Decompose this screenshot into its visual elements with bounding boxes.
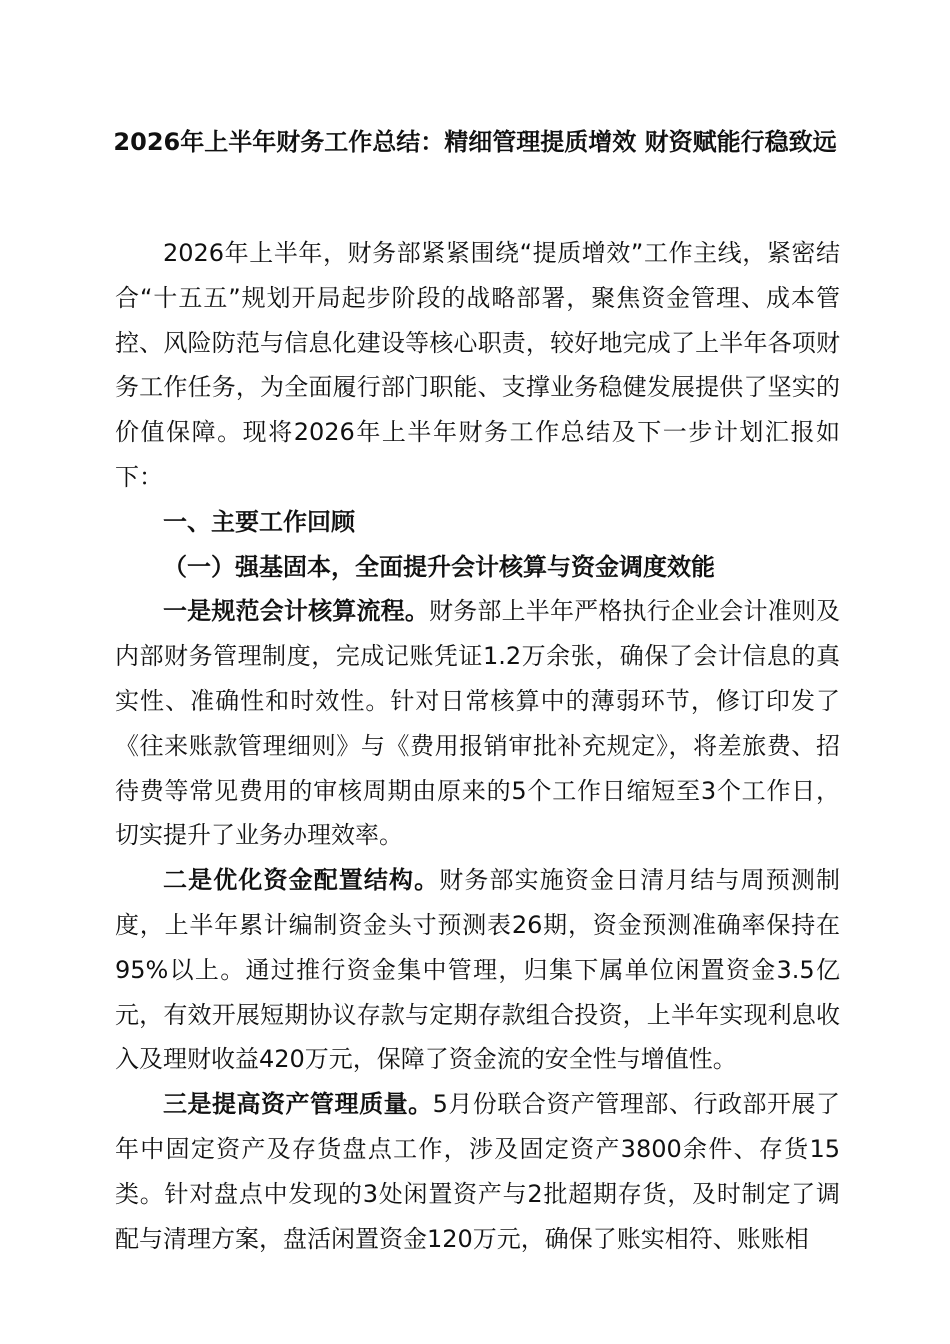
paragraph-text: 5月份联合资产管理部、行政部开展了年中固定资产及存货盘点工作，涉及固定资产3800余件、存货15类。针对盘点中发现的3处闲置资产与2批超期存货，及时制定了调配与清理方案，盘活闲置资金120万元，确保了账实相符、账账相	[115, 1090, 840, 1253]
document-title: 2026年上半年财务工作总结：精细管理提质增效 财资赋能行稳致远	[113, 128, 837, 156]
paragraph-text: 财务部实施资金日清月结与周预测制度，上半年累计编制资金头寸预测表26期，资金预测准确率保持在95%以上。通过推行资金集中管理，归集下属单位闲置资金3.5亿元，有效开展短期协议存款与定期存款组合投资，上半年实现利息收入及理财收益420万元，保障了资金流的安全性与增值性。	[115, 866, 841, 1074]
body-paragraph-1	[115, 589, 840, 858]
body-paragraph-2	[115, 858, 840, 1082]
subsection-heading: （一）强基固本，全面提升会计核算与资金调度效能	[163, 552, 715, 581]
paragraph-lead: 二是优化资金配置结构。	[163, 866, 440, 895]
paragraph-lead: 一是规范会计核算流程。	[163, 597, 430, 626]
section-heading: 一、主要工作回顾	[163, 507, 355, 536]
intro-paragraph: 2026年上半年，财务部紧紧围绕“提质增效”工作主线，紧密结合“十五五”规划开局起步阶段的战略部署，聚焦资金管理、成本管控、风险防范与信息化建设等核心职责，较好地完成了上半年各项财务工作任务，为全面履行部门职能、支撑业务稳健发展提供了坚实的价值保障。现将2026年上半年财务工作总结及下一步计划汇报如下：	[115, 239, 840, 491]
paragraph-text: 财务部上半年严格执行企业会计准则及内部财务管理制度，完成记账凭证1.2万余张，确保了会计信息的真实性、准确性和时效性。针对日常核算中的薄弱环节，修订印发了《往来账款管理细则》与《费用报销审批补充规定》，将差旅费、招待费等常见费用的审核周期由原来的5个工作日缩短至3个工作日，切实提升了业务办理效率。	[115, 597, 841, 850]
paragraph-lead: 三是提高资产管理质量。	[163, 1090, 433, 1119]
body-paragraph-3	[115, 1082, 840, 1261]
document-body	[115, 231, 840, 1261]
